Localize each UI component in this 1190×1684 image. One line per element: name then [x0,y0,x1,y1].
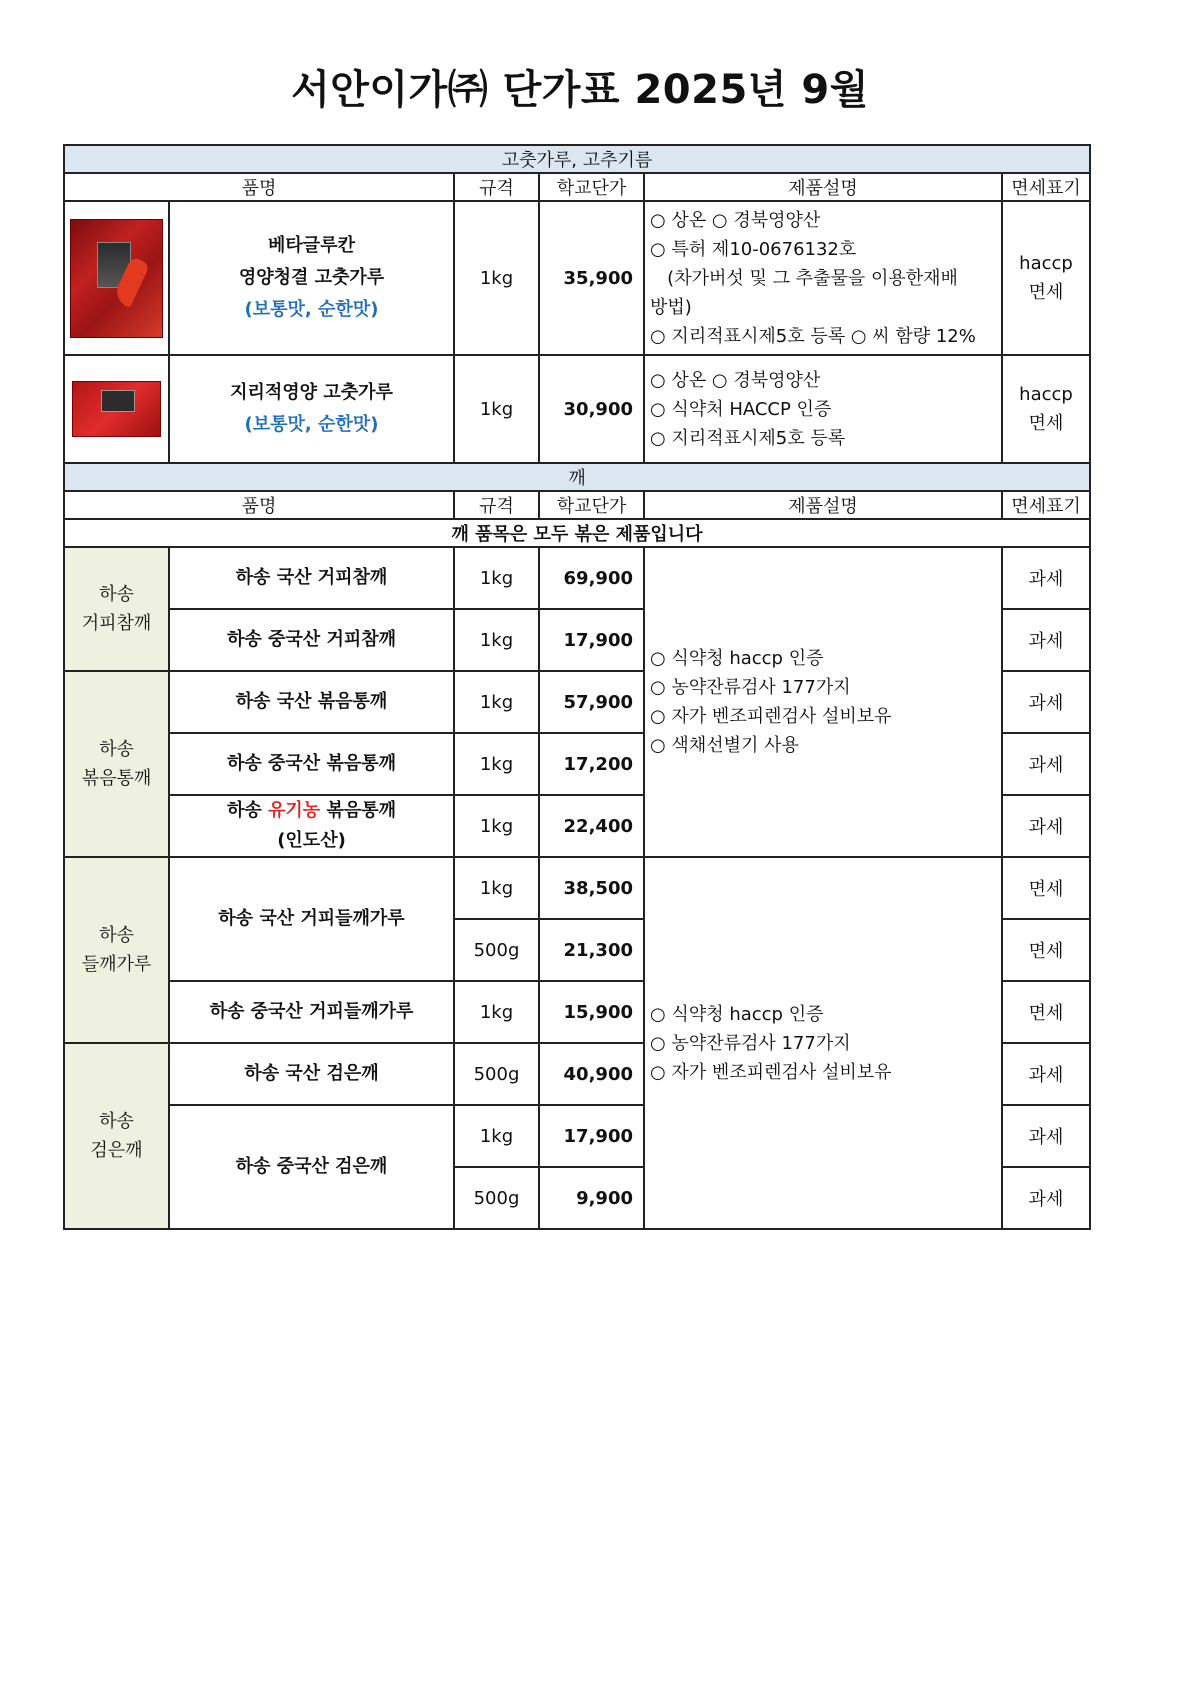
tax-line: 면세 [1028,413,1064,434]
product-spec: 1kg [454,795,539,857]
product-spec: 1kg [454,1105,539,1167]
desc-line: ○ 지리적표시제5호 등록 [650,427,846,449]
tax-label [1002,201,1090,355]
desc-line: ○ 농약잔류검사 177가지 [650,677,851,698]
desc-line: ○ 자가 벤조피렌검사 설비보유 [650,706,892,727]
product-spec: 1kg [454,355,539,463]
product-spec: 1kg [454,547,539,609]
product-name-line: 지리적영양 고춧가루 [230,382,393,403]
product-name [169,201,454,355]
category-line: 거피참깨 [81,613,152,634]
product-spec: 1kg [454,981,539,1043]
tax-label [1002,355,1090,463]
tax-line: 면세 [1028,282,1064,303]
product-name: 하송 중국산 거피참깨 [169,609,454,671]
header-tax: 면세표기 [1002,173,1090,201]
category-line: 하송 [99,584,134,605]
notice-row [64,519,1090,547]
product-name: 하송 중국산 거피들깨가루 [169,981,454,1043]
category-line: 들깨가루 [81,954,152,975]
product-name: 하송 국산 거피들깨가루 [169,857,454,981]
desc-line: ○ 상온 ○ 경북영양산 [650,369,821,391]
product-name [169,355,454,463]
price-table [63,144,1091,1230]
desc-line: ○ 지리적표시제5호 등록 ○ 씨 함량 12% [650,325,976,347]
category-line: 하송 [99,1111,134,1132]
product-description [644,201,1002,355]
product-name: 하송 국산 거피참깨 [169,547,454,609]
tax-label: 과세 [1002,733,1090,795]
category-line: 볶음통깨 [81,768,152,789]
header-desc: 제품설명 [644,173,1002,201]
product-price: 17,900 [539,1105,644,1167]
product-name: 하송 국산 볶음통깨 [169,671,454,733]
category-cell [64,1043,169,1229]
product-name-part: 하송 [226,800,269,821]
product-spec: 1kg [454,671,539,733]
table-row [64,201,1090,355]
tax-label: 면세 [1002,919,1090,981]
desc-line: 방법) [650,296,692,318]
chili-powder-box-image [72,381,161,437]
tax-label: 과세 [1002,671,1090,733]
tax-label: 면세 [1002,981,1090,1043]
category-line: 하송 [99,739,134,760]
header-tax: 면세표기 [1002,491,1090,519]
product-spec: 500g [454,919,539,981]
header-spec: 규격 [454,173,539,201]
header-name: 품명 [64,173,454,201]
product-flavor: (보통맛, 순한맛) [244,414,379,435]
category-cell [64,857,169,1043]
product-spec: 500g [454,1167,539,1229]
category-cell [64,547,169,671]
desc-line: ○ 식약청 haccp 인증 [650,648,824,669]
header-spec: 규격 [454,491,539,519]
product-name-part: 볶음통깨 [320,800,397,821]
product-description [644,857,1002,1229]
section-title: 깨 [64,463,1090,491]
header-price: 학교단가 [539,491,644,519]
product-spec: 500g [454,1043,539,1105]
desc-line: ○ 상온 ○ 경북영양산 [650,209,821,231]
product-spec: 1kg [454,201,539,355]
product-price: 40,900 [539,1043,644,1105]
product-description [644,355,1002,463]
tax-label: 과세 [1002,1105,1090,1167]
category-line: 하송 [99,925,134,946]
header-name: 품명 [64,491,454,519]
column-header-row [64,491,1090,519]
tax-label: 과세 [1002,1043,1090,1105]
product-price: 38,500 [539,857,644,919]
product-price: 17,900 [539,609,644,671]
desc-line: ○ 식약청 haccp 인증 [650,1003,824,1025]
section-title: 고춧가루, 고추기름 [64,145,1090,173]
desc-line: ○ 특허 제10-0676132호 [650,238,857,260]
header-desc: 제품설명 [644,491,1002,519]
column-header-row [64,173,1090,201]
product-origin: (인도산) [277,830,346,851]
product-price: 30,900 [539,355,644,463]
tax-label: 과세 [1002,1167,1090,1229]
desc-line: ○ 색채선별기 사용 [650,735,799,756]
product-price: 9,900 [539,1167,644,1229]
product-price: 57,900 [539,671,644,733]
section-header-chili [64,145,1090,173]
desc-line: (차가버섯 및 그 추출물을 이용한재배 [650,267,958,289]
product-price: 69,900 [539,547,644,609]
tax-label: 면세 [1002,857,1090,919]
product-name: 하송 중국산 볶음통깨 [169,733,454,795]
product-image-cell [64,201,169,355]
section-header-sesame [64,463,1090,491]
tax-line: haccp [1019,253,1073,274]
category-line: 검은깨 [90,1140,143,1161]
product-description [644,547,1002,857]
desc-line: ○ 식약처 HACCP 인증 [650,398,832,420]
tax-line: haccp [1019,384,1073,405]
product-spec: 1kg [454,609,539,671]
product-flavor: (보통맛, 순한맛) [244,299,379,320]
product-price: 22,400 [539,795,644,857]
product-price: 35,900 [539,201,644,355]
product-name [169,795,454,857]
tax-label: 과세 [1002,795,1090,857]
tax-label: 과세 [1002,609,1090,671]
product-price: 21,300 [539,919,644,981]
tax-label: 과세 [1002,547,1090,609]
table-row [64,857,1090,919]
product-name-line: 영양청결 고춧가루 [238,267,385,288]
product-spec: 1kg [454,733,539,795]
product-name-line: 베타글루칸 [268,235,355,256]
organic-label: 유기농 [268,800,321,821]
product-price: 17,200 [539,733,644,795]
table-row [64,355,1090,463]
table-row [64,547,1090,609]
product-price: 15,900 [539,981,644,1043]
header-price: 학교단가 [539,173,644,201]
desc-line: ○ 자가 벤조피렌검사 설비보유 [650,1061,892,1083]
chili-powder-package-image [70,219,163,338]
product-name: 하송 중국산 검은깨 [169,1105,454,1229]
product-name: 하송 국산 검은깨 [169,1043,454,1105]
product-image-cell [64,355,169,463]
category-cell [64,671,169,857]
page-title: 서안이가㈜ 단가표 2025년 9월 [291,67,869,113]
product-spec: 1kg [454,857,539,919]
desc-line: ○ 농약잔류검사 177가지 [650,1032,851,1054]
notice-text: 깨 품목은 모두 볶은 제품입니다 [64,519,1090,547]
